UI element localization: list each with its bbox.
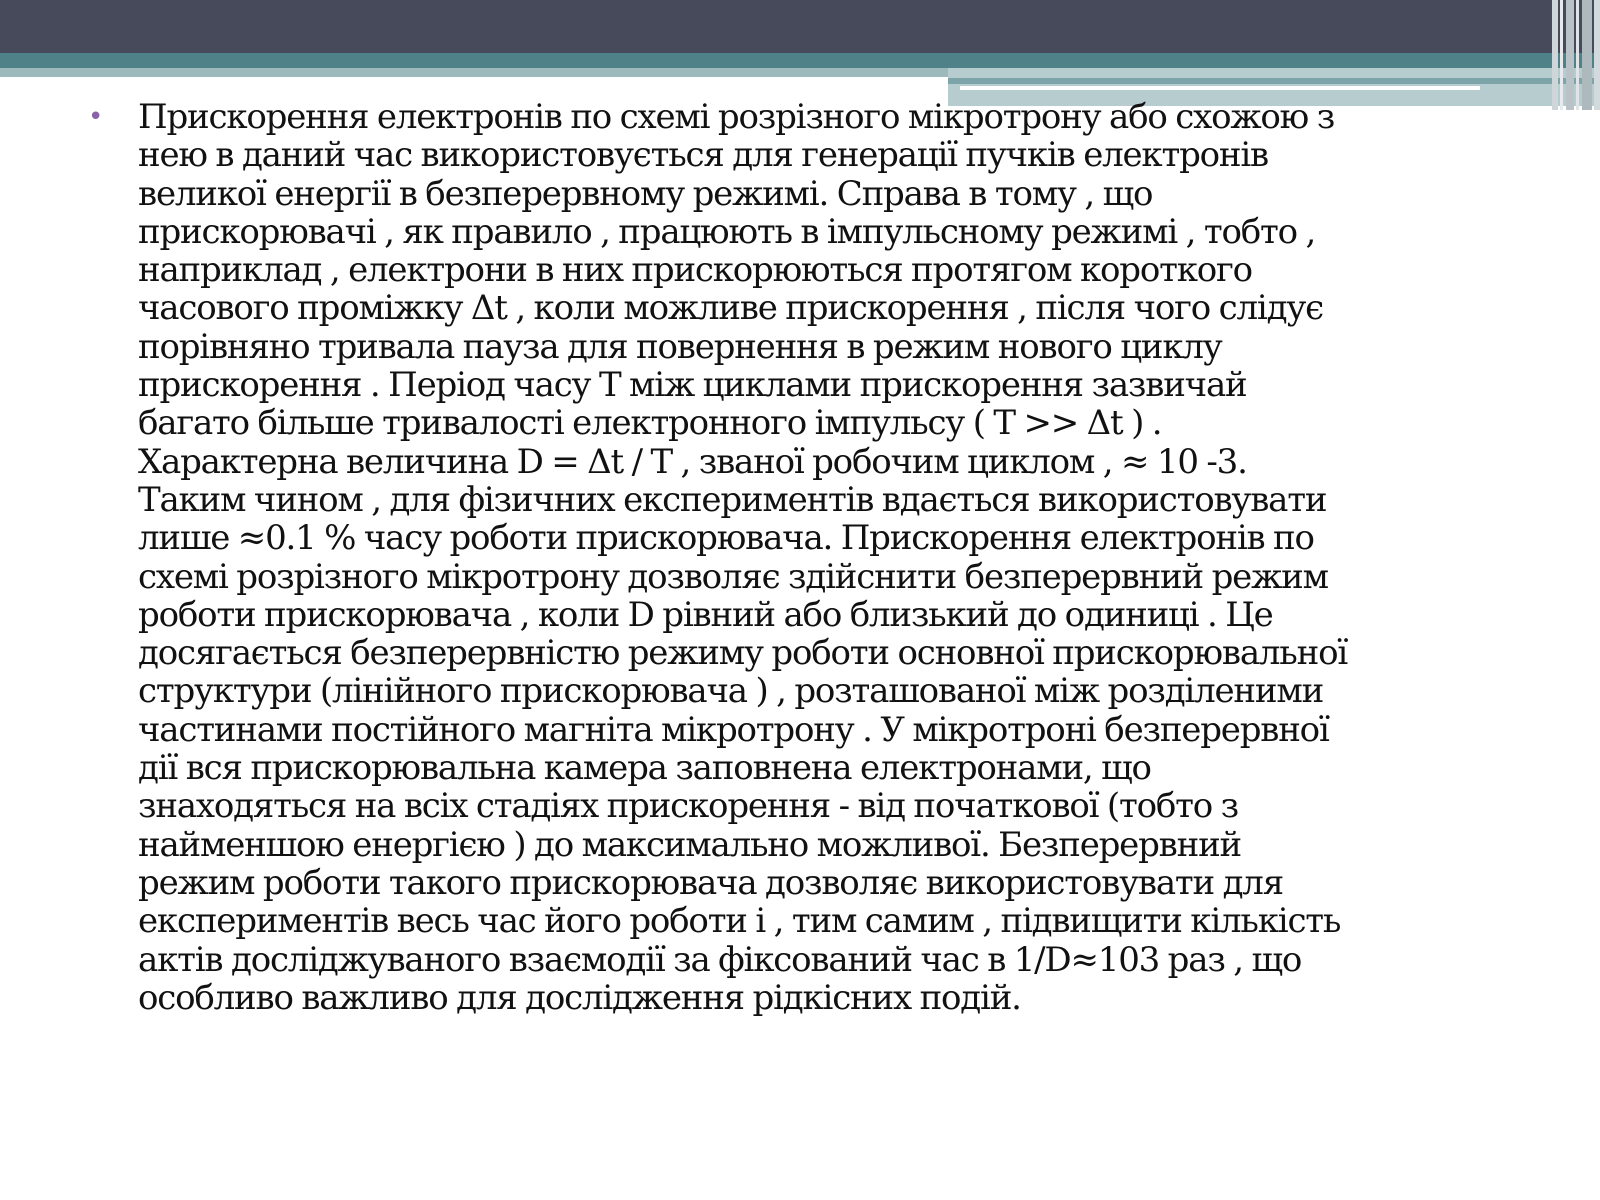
paragraph-line: схемі розрізного мікротрону дозволяє здійснити безперервний режим [138,556,1328,597]
header-band-light-left [0,68,948,77]
paragraph-line: наприклад , електрони в них прискорюються протягом короткого [138,250,1252,291]
paragraph-line: режим роботи такого прискорювача дозволяє використовувати для [138,862,1283,903]
bullet-item [88,98,1498,1017]
paragraph-line: порівняно тривала пауза для повернення в режим нового циклу [138,326,1222,367]
paragraph-line: знаходяться на всіх стадіях прискорення - від початкової (тобто з [138,786,1238,827]
paragraph-line: актів досліджуваного взаємодії за фіксований час в 1/D≈103 раз , що [138,939,1302,980]
paragraph-line: особливо важливо для дослідження рідкісних подій. [138,977,1021,1018]
paragraph-line: досягається безперервністю режиму роботи основної прискорювальної [138,633,1348,674]
paragraph-line: нею в даний час використовується для генерації пучків електронів [138,135,1269,176]
paragraph-line: роботи прискорювача , коли D рівний або близький до одиниці . Це [138,594,1273,635]
slide-content [88,98,1498,1017]
header-band-white-line [960,86,1480,90]
bullet-dot-icon: • [88,102,104,132]
paragraph-line: структури (лінійного прискорювача ) , розташованої між розділеними [138,671,1324,712]
paragraph-line: лише ≈0.1 % часу роботи прискорювача. Прискорення електронів по [138,518,1314,559]
edge-stripe [1582,0,1592,110]
edge-stripe [1594,0,1600,110]
edge-stripe [1560,0,1563,110]
paragraph-line: прискорювачі , як правило , працюють в імпульсному режимі , тобто , [138,211,1316,252]
edge-stripe [1552,0,1558,110]
edge-stripe [1566,0,1574,110]
paragraph-line: Прискорення електронів по схемі розрізного мікротрону або схожою з [138,97,1335,137]
header-band-mid-line [948,78,1598,84]
paragraph-line: великої енергії в безперервному режимі. Справа в тому , що [138,173,1153,214]
paragraph-line: дії вся прискорювальна камера заповнена електронами, що [138,748,1151,789]
paragraph-line: частинами постійного магніта мікротрону . У мікротроні безперервної [138,709,1329,750]
bullet-list [88,98,1498,1017]
paragraph-line: найменшою енергією ) до максимально можливої. Безперервний [138,824,1241,865]
paragraph-line: часового проміжку Δt , коли можливе прискорення , після чого слідує [138,288,1323,329]
header-band-teal [0,53,1600,68]
paragraph-line: експериментів весь час його роботи і , тим самим , підвищити кількість [138,901,1341,942]
header-band-dark [0,0,1600,53]
paragraph-line: багато більше тривалості електронного імпульсу ( T >> Δt ) . [138,403,1162,444]
paragraph-line: Таким чином , для фізичних експериментів вдається використовувати [138,479,1327,520]
paragraph-line: прискорення . Період часу T між циклами прискорення зазвичай [138,365,1247,406]
edge-stripe [1576,0,1579,110]
paragraph-line: Характерна величина D = Δt / T , званої робочим циклом , ≈ 10 -3. [138,441,1247,482]
